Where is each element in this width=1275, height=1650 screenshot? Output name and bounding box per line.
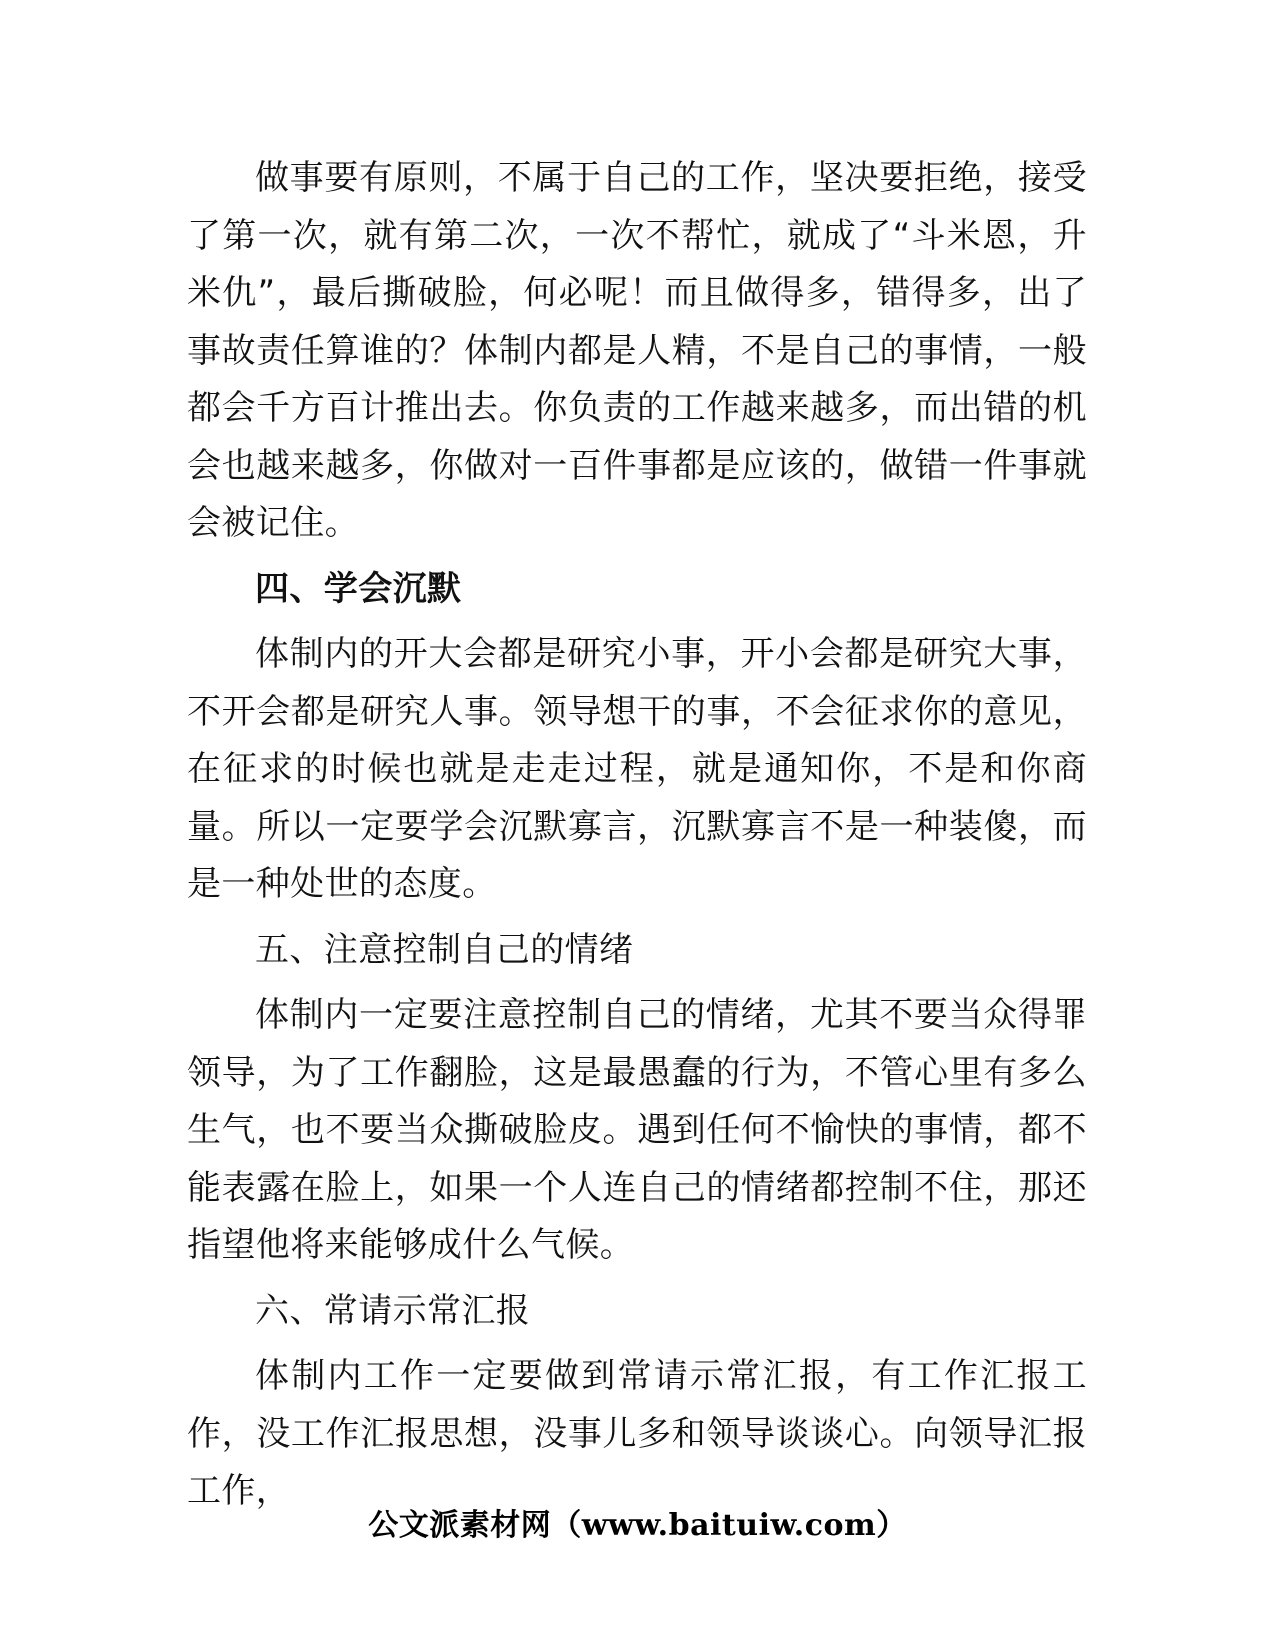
paragraph-silence: 体制内的开大会都是研究小事，开小会都是研究大事，不开会都是研究人事。领导想干的事，不会征求你的意见，在征求的时候也就是走走过程，就是通知你，不是和你商量。所以一定要学会沉默寡言，沉默寡言不是一种装傻，而是一种处世的态度。 <box>187 634 1087 904</box>
paragraph-principles: 做事要有原则，不属于自己的工作，坚决要拒绝，接受了第一次，就有第二次，一次不帮忙，就成了“斗米恩，升米仇”，最后撕破脸，何必呢！而且做得多，错得多，出了事故责任算谁的？体制内都是人精，不是自己的事情，一般都会千方百计推出去。你负责的工作越来越多，而出错的机会也越来越多，你做对一百件事都是应该的，做错一件事就会被记住。 <box>187 158 1087 543</box>
document-body <box>187 150 1087 1529</box>
page-footer: 公文派素材网（www.baituiw.com） <box>368 1508 907 1543</box>
paragraph-reporting: 体制内工作一定要做到常请示常汇报，有工作汇报工作，没工作汇报思想，没事儿多和领导谈谈心。向领导汇报工作， <box>187 1356 1087 1511</box>
section-heading-emotions: 五、注意控制自己的情绪 <box>255 929 634 970</box>
section-heading-reporting: 六、常请示常汇报 <box>255 1290 531 1331</box>
section-heading-silence: 四、学会沉默 <box>255 568 462 609</box>
paragraph-emotions: 体制内一定要注意控制自己的情绪，尤其不要当众得罪领导，为了工作翻脸，这是最愚蠢的行为，不管心里有多么生气，也不要当众撕破脸皮。遇到任何不愉快的事情，都不能表露在脸上，如果一个人连自己的情绪都控制不住，那还指望他将来能够成什么气候。 <box>187 995 1087 1265</box>
